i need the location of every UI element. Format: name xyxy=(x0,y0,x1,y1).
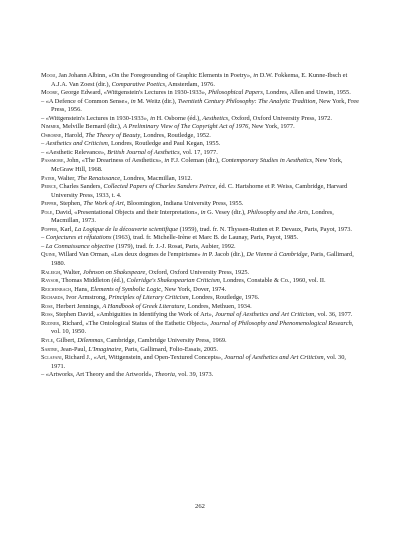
entry-text: , Richard J., «Art, Wittgenstein, and Open-Textured Concepts», xyxy=(61,354,225,362)
entry-details: , Londres, Macmillan, 1912. xyxy=(120,174,193,182)
entry-details: , éd. C. Hartshorne et P. Weiss, Cambridge, Harvard University Press, 1933, t. 4. xyxy=(51,183,348,199)
entry-text: – «Artworks, Art Theory and the Artworld», xyxy=(41,371,155,379)
work-title: Philosophy and the Arts xyxy=(247,208,309,216)
bibliography-entry xyxy=(41,183,359,200)
author-name: Quine xyxy=(41,251,56,259)
bibliography-entry xyxy=(41,98,359,115)
entry-details: (1963), trad. fr. Michelle-Irène et Marc B. de Launay, Paris, Payot, 1985. xyxy=(111,234,299,242)
author-name: Sartre xyxy=(41,345,58,353)
author-name: Rudner xyxy=(41,319,60,327)
author-name: Sclafani xyxy=(41,354,62,362)
bibliography-entry xyxy=(41,269,359,278)
author-name: Pole xyxy=(41,208,53,216)
bibliography-entry xyxy=(41,115,359,124)
bibliography-entry xyxy=(41,243,359,252)
bibliography-entry xyxy=(41,311,359,320)
author-name: Passmore xyxy=(41,157,64,165)
bibliography-entry xyxy=(41,132,359,141)
work-title: Principles of Literary Criticism xyxy=(108,294,189,302)
bibliography-list xyxy=(41,72,359,380)
work-title: Theoria xyxy=(154,371,175,379)
entry-text: G. Vesey (dir.), xyxy=(205,208,248,216)
work-title: Elements of Symbolic Logic xyxy=(90,285,162,293)
in-marker: in xyxy=(164,157,170,165)
entry-text: – xyxy=(41,234,46,242)
work-title: La Connaissance objective xyxy=(45,242,115,250)
entry-text: , Willard Van Orman, «Les deux dogmes de l'empirisme» xyxy=(55,251,203,259)
author-name: Reichenbach xyxy=(41,285,72,293)
entry-details: (1959), trad. fr. N. Thyssen-Rutten et P. Devaux, Paris, Payot, 1973. xyxy=(178,225,352,233)
bibliography-entry xyxy=(41,226,359,235)
work-title: A Preliminary View of The Copyright Act of 1976 xyxy=(123,123,249,131)
entry-text: , David, «Presentational Objects and their Interpretation», xyxy=(52,208,201,216)
author-name: Raleigh xyxy=(41,268,61,276)
author-name: Osborne xyxy=(41,131,62,139)
bibliography-entry xyxy=(41,234,359,243)
entry-details: , Londres, Methuen, 1934. xyxy=(184,302,252,310)
bibliography-entry xyxy=(41,157,359,174)
bibliography-entry xyxy=(41,286,359,295)
entry-text: , Hans, xyxy=(71,285,91,293)
entry-details: , vol. 30, 1971. xyxy=(51,354,346,370)
entry-text: , Walter, xyxy=(60,268,83,276)
work-title: Philosophical Papers xyxy=(208,89,263,97)
author-name: Moore xyxy=(41,89,58,97)
entry-text: , George Edward, «Wittgenstein's Lectures in 1930-1933», xyxy=(57,89,209,97)
author-name: Rose xyxy=(41,302,53,310)
entry-details: , Londres, Routledge, 1952. xyxy=(140,131,211,139)
entry-text: , John, «The Dreariness of Aesthetics», xyxy=(63,157,165,165)
work-title: L'Imaginaire xyxy=(88,345,122,353)
entry-text: , Jean-Paul, xyxy=(57,345,89,353)
entry-details: , New York, Dover, 1974. xyxy=(161,285,227,293)
bibliography-entry xyxy=(41,320,359,337)
entry-text: , Melville Bernard (dir.), xyxy=(59,123,124,131)
bibliography-entry xyxy=(41,209,359,226)
work-title: Johnson on Shakespeare xyxy=(82,268,146,276)
entry-text: , Richard, «The Ontological Status of the Esthetic Object», xyxy=(59,319,211,327)
bibliography-entry xyxy=(41,140,359,149)
entry-text: F.J. Coleman (dir.), xyxy=(169,157,222,165)
entry-details: , Londres, Allen and Unwin, 1955. xyxy=(262,89,351,97)
entry-details: , vol. 36, 1977. xyxy=(314,311,353,319)
author-name: Popper xyxy=(41,225,57,233)
entry-details: , New York, Free Press, 1956. xyxy=(51,97,359,114)
work-title: Aesthetics and Criticism xyxy=(45,140,108,148)
work-title: British Journal of Aesthetics xyxy=(107,148,180,156)
work-title: The Renaissance xyxy=(77,174,121,182)
entry-details: , Londres, Routledge, 1976. xyxy=(188,294,260,302)
entry-text: – «Aesthetic Relevance», xyxy=(41,148,108,156)
in-marker: in xyxy=(202,251,208,259)
entry-text: , Gilbert, xyxy=(53,336,78,344)
page-number: 262 xyxy=(195,503,205,510)
entry-details: , Cambridge, Cambridge University Press, 1969. xyxy=(103,336,227,344)
author-name: Richards xyxy=(41,294,63,302)
entry-details: (1979), trad. fr. J.-J. Rosat, Paris, Aubier, 1992. xyxy=(114,242,236,250)
entry-details: , Bloomington, Indiana University Press, 1955. xyxy=(123,200,244,208)
bibliography-entry xyxy=(41,346,359,355)
work-title: Twentieth Century Philosophy: The Analytic Tradition xyxy=(177,97,316,105)
work-title: Collected Papers of Charles Sanders Peirce xyxy=(103,183,216,191)
entry-text: P. Jacob (dir.), xyxy=(207,251,247,259)
bibliography-entry xyxy=(41,72,359,89)
in-marker: in xyxy=(150,114,156,122)
work-title: Contemporary Studies in Aesthetics xyxy=(221,157,312,165)
work-title: Journal of Aesthetics and Art Criticism xyxy=(214,311,315,319)
work-title: Journal of Aesthetics and Art Criticism xyxy=(224,354,324,362)
work-title: Coleridge's Shakespearian Criticism xyxy=(126,277,220,285)
work-title: The Theory of Beauty xyxy=(85,131,141,139)
entry-details: , New York, McGraw Hill, 1968. xyxy=(51,157,343,174)
work-title: A Handbook of Greek Literature xyxy=(102,302,185,310)
work-title: Comparative Poetics xyxy=(111,80,166,88)
bibliography-entry xyxy=(41,149,359,158)
entry-text: , Herbert Jennings, xyxy=(52,302,103,310)
entry-text: M. Weitz (dir.), xyxy=(135,97,178,105)
work-title: Dilemmas xyxy=(77,336,104,344)
author-name: Pepper xyxy=(41,200,57,208)
entry-text: – «A Defence of Common Sense», xyxy=(41,97,131,105)
author-name: Ross xyxy=(41,311,53,319)
work-title: De Vienne à Cambridge xyxy=(246,251,308,259)
work-title: Conjectures et réfutations xyxy=(45,234,112,242)
entry-details: , vol. 39, 1973. xyxy=(174,371,214,379)
entry-text: , Stephen David, «Ambiguities in Identifying the Work of Art», xyxy=(52,311,215,319)
work-title: The Work of Art xyxy=(83,200,124,208)
entry-details: , Londres, Constable & Co., 1960, vol. II. xyxy=(219,277,326,285)
author-name: Mooij xyxy=(41,72,56,79)
bibliography-entry xyxy=(41,337,359,346)
in-marker: in xyxy=(253,72,259,79)
in-marker: in xyxy=(130,97,136,105)
author-name: Ryle xyxy=(41,336,54,344)
entry-text: , Thomas Middleton (éd.), xyxy=(58,277,127,285)
entry-details: , vol. 10, 1950. xyxy=(51,319,354,336)
entry-text: , Ivor Armstrong, xyxy=(62,294,109,302)
entry-details: , Paris, Gallimard, Folio-Essais, 2005. xyxy=(121,345,219,353)
bibliography-entry xyxy=(41,200,359,209)
author-name: Pater xyxy=(41,174,55,182)
entry-text: – xyxy=(41,140,46,148)
author-name: Raysor xyxy=(41,277,59,285)
entry-details: , Londres, Macmillan, 1973. xyxy=(51,208,334,225)
bibliography-entry xyxy=(41,371,359,380)
entry-text: – «Wittgenstein's Lectures in 1930-1933», xyxy=(41,114,151,122)
bibliography-entry xyxy=(41,175,359,184)
entry-text: H. Osborne (éd.), xyxy=(155,114,203,122)
bibliography-entry xyxy=(41,251,359,268)
author-name: Peirce xyxy=(41,183,57,191)
entry-details: , Londres, Routledge and Paul Kegan, 1955. xyxy=(107,140,221,148)
entry-text: , Walter, xyxy=(54,174,78,182)
entry-text: – xyxy=(41,242,46,250)
entry-text: , Stephen, xyxy=(56,200,84,208)
work-title: La Logique de la découverte scientifique xyxy=(74,225,179,233)
entry-details: , Oxford, Oxford University Press, 1925. xyxy=(145,268,250,276)
entry-details: , New York, 1977. xyxy=(248,123,295,131)
work-title: Aesthetics xyxy=(202,114,229,122)
entry-text: D.W. Fokkema, E. Kunne-Ibsch et A.J.A. Van Zoest (dir.), xyxy=(51,72,348,88)
bibliography-entry xyxy=(41,303,359,312)
entry-text: , Harold, xyxy=(61,131,86,139)
entry-text: , Karl, xyxy=(56,225,75,233)
entry-details: , Paris, Gallimard, 1980. xyxy=(51,251,354,268)
bibliography-entry xyxy=(41,277,359,286)
work-title: Journal of Philosophy and Phenomenological Research xyxy=(210,319,352,327)
entry-details: , Oxford, Oxford University Press, 1972. xyxy=(228,114,332,122)
entry-text: , Jan Johann Albinn, «On the Foregrounding of Graphic Elements in Poetry», xyxy=(55,72,254,79)
author-name: Nimmer xyxy=(41,123,60,131)
entry-details: , Amsterdam, 1976. xyxy=(165,80,215,88)
in-marker: in xyxy=(200,208,206,216)
bibliography-entry xyxy=(41,354,359,371)
entry-details: , vol. 17, 1977. xyxy=(179,148,218,156)
bibliography-entry xyxy=(41,89,359,98)
bibliography-entry xyxy=(41,123,359,132)
bibliography-entry xyxy=(41,294,359,303)
entry-text: , Charles Sanders, xyxy=(56,183,104,191)
